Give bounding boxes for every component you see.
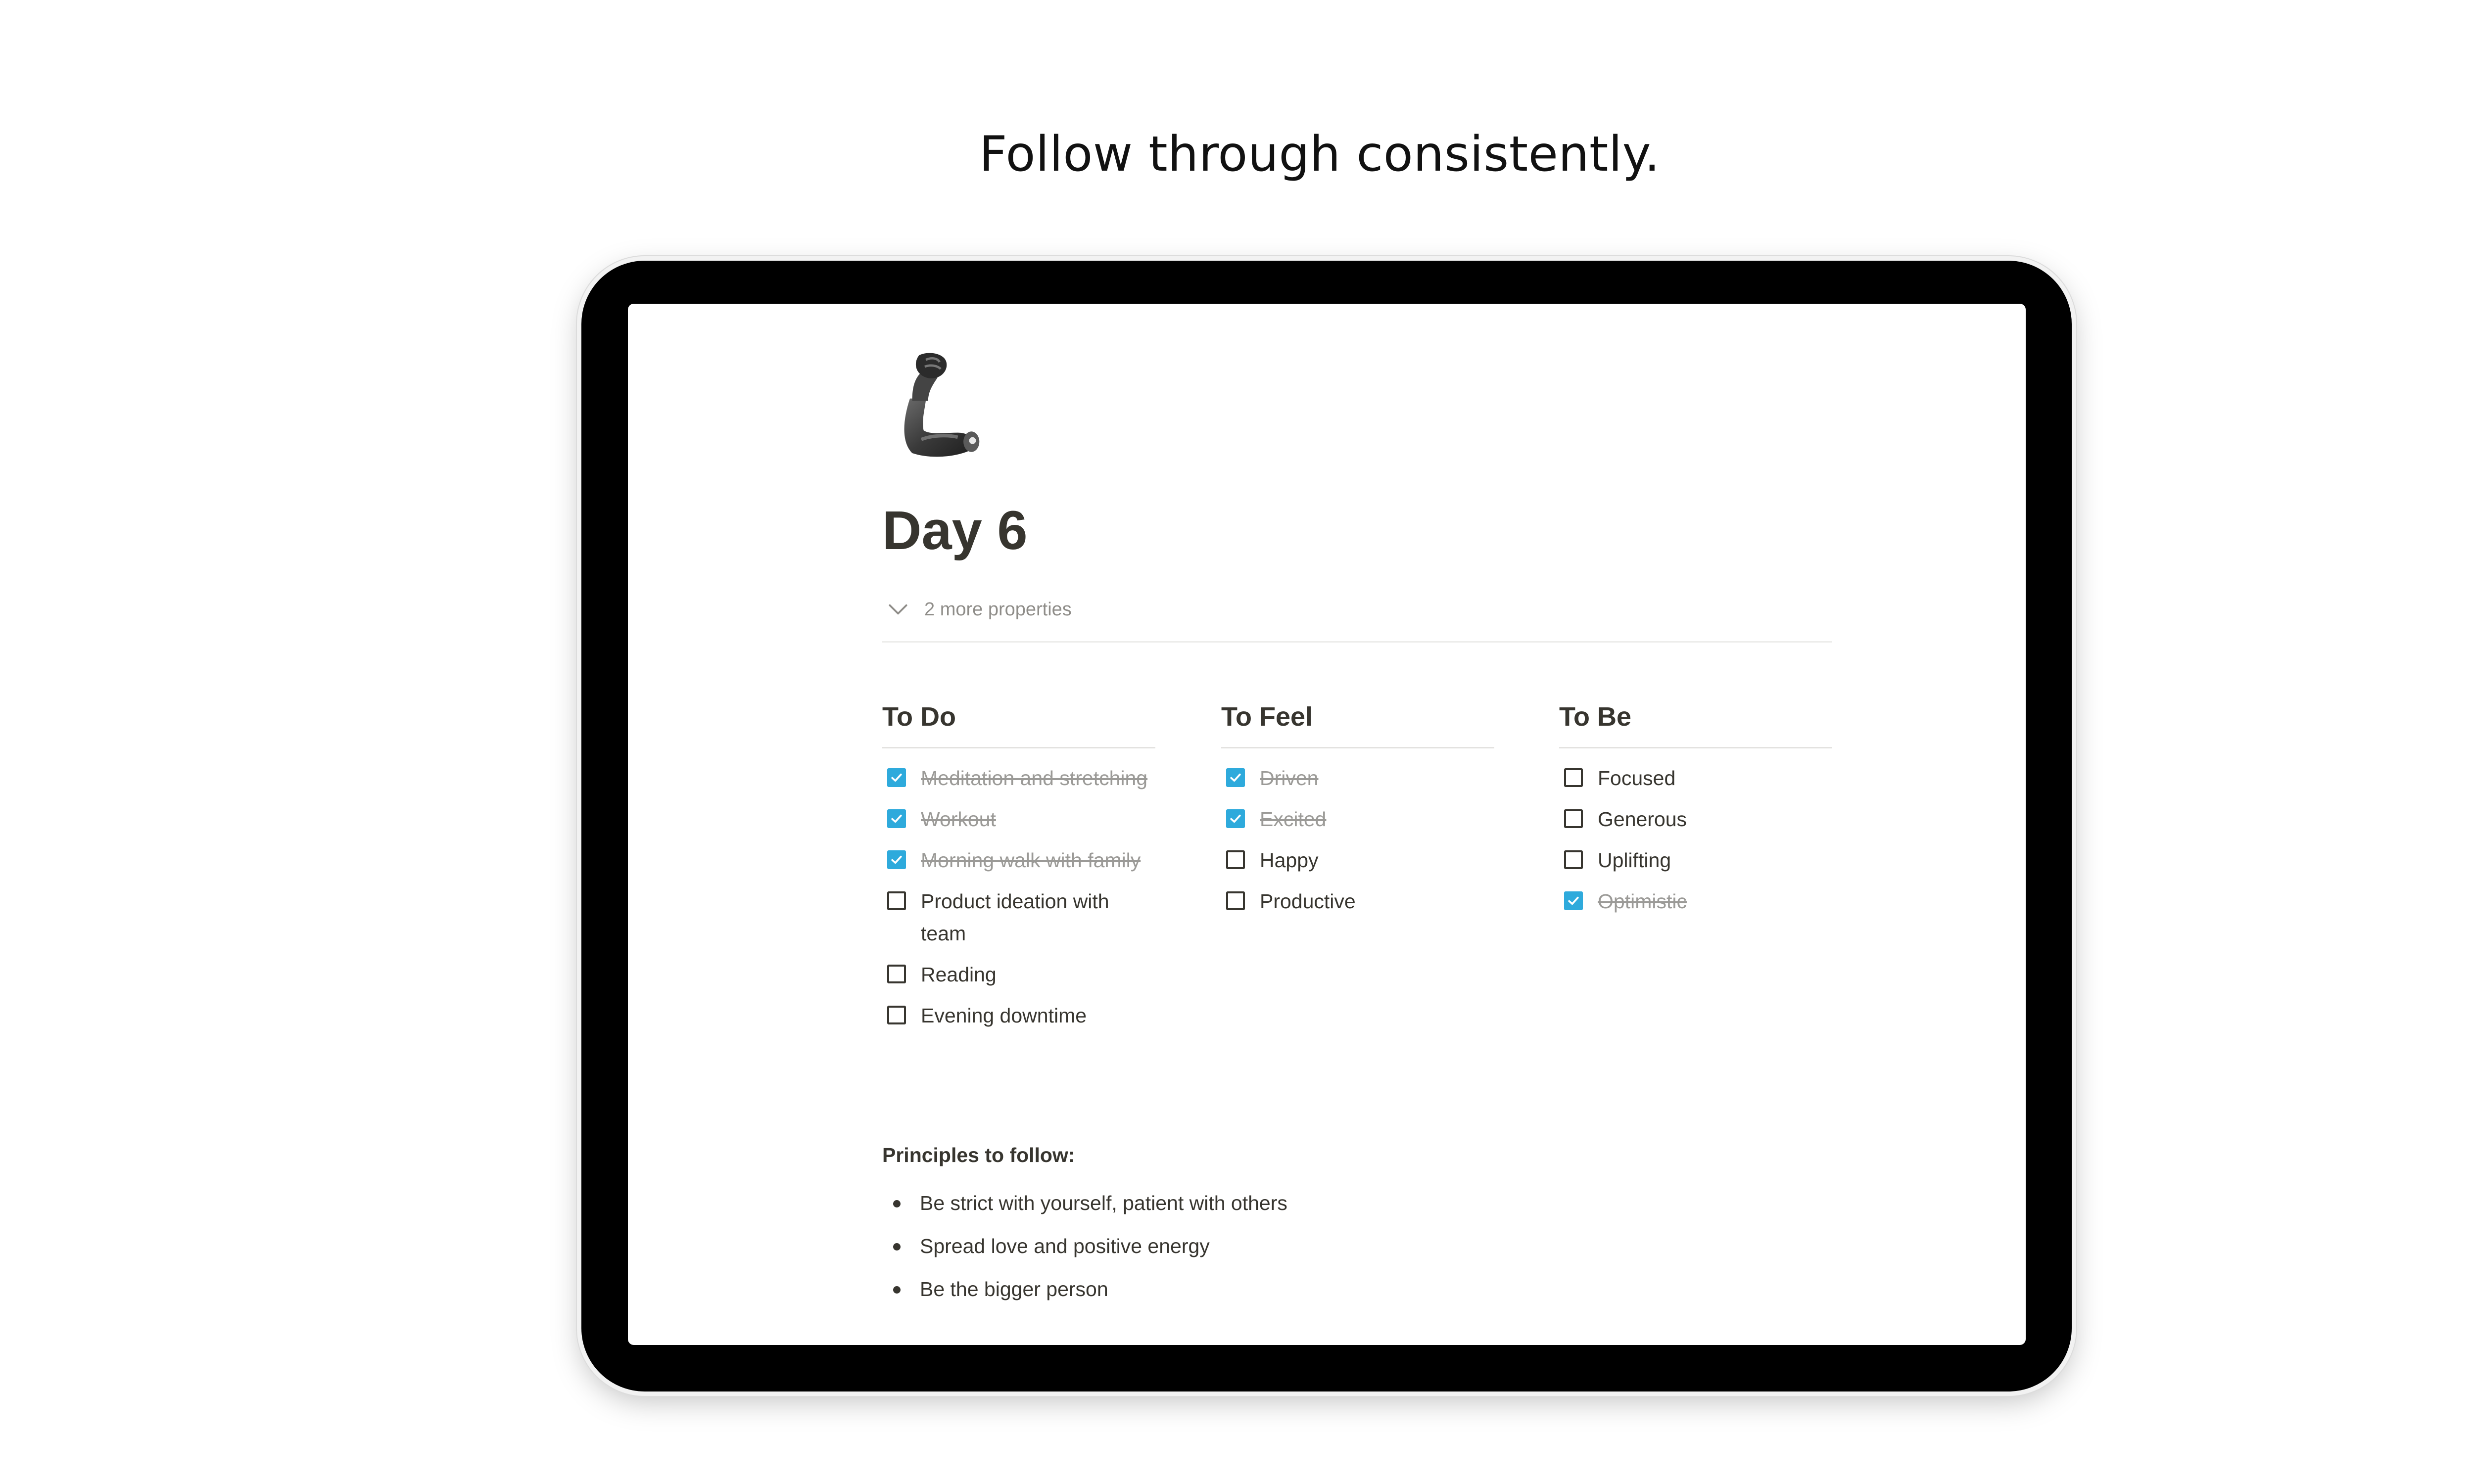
notion-page — [628, 304, 2026, 1345]
list-item[interactable] — [882, 1225, 1287, 1268]
todo-checkbox[interactable] — [1226, 891, 1245, 910]
list-item-text: Spread love and positive energy — [920, 1235, 1210, 1257]
column-divider — [1559, 747, 1832, 748]
todo-item — [882, 840, 1155, 881]
column-to-be — [1559, 699, 1832, 923]
todo-item — [1559, 758, 1832, 799]
list-item-text: Be strict with yourself, patient with others — [920, 1192, 1287, 1214]
todo-label[interactable]: Generous — [1598, 808, 1687, 831]
todo-label[interactable]: Evening downtime — [921, 1004, 1087, 1027]
checkmark-icon — [889, 852, 904, 867]
todo-checkbox[interactable] — [1564, 768, 1583, 787]
flexed-biceps-icon[interactable] — [887, 351, 1001, 464]
todo-label[interactable]: Excited — [1260, 808, 1327, 831]
todo-checkbox[interactable] — [1226, 768, 1245, 787]
checkmark-icon — [889, 811, 904, 826]
todo-checkbox[interactable] — [887, 965, 906, 983]
todo-item — [882, 996, 1155, 1037]
todo-item — [882, 758, 1155, 799]
todo-checkbox[interactable] — [1564, 891, 1583, 910]
todo-checkbox[interactable] — [887, 768, 906, 787]
todo-label[interactable]: Happy — [1260, 849, 1319, 872]
more-properties-toggle[interactable] — [886, 595, 1072, 624]
todo-label[interactable]: Uplifting — [1598, 849, 1671, 872]
todo-item — [1221, 881, 1494, 923]
todo-checkbox[interactable] — [887, 891, 906, 910]
headline: Follow through consistently. — [979, 126, 1660, 183]
todo-item — [1221, 840, 1494, 881]
todo-list — [1559, 758, 1832, 923]
todo-item — [1559, 840, 1832, 881]
column-to-feel — [1221, 699, 1494, 923]
todo-checkbox[interactable] — [1226, 850, 1245, 869]
column-to-do — [882, 699, 1155, 1037]
column-divider — [1221, 747, 1494, 748]
todo-label[interactable]: Morning walk with family — [921, 849, 1141, 872]
chevron-down-icon — [886, 597, 910, 622]
todo-item — [882, 799, 1155, 840]
todo-checkbox[interactable] — [1564, 809, 1583, 828]
checkmark-icon — [1566, 893, 1581, 908]
todo-checkbox[interactable] — [887, 850, 906, 869]
todo-item — [1221, 758, 1494, 799]
list-item-text: Be the bigger person — [920, 1278, 1108, 1300]
todo-list — [1221, 758, 1494, 923]
todo-label[interactable]: Focused — [1598, 767, 1676, 789]
column-title[interactable]: To Do — [882, 702, 956, 732]
list-item[interactable] — [882, 1268, 1287, 1311]
more-properties-label: 2 more properties — [924, 599, 1072, 620]
todo-item — [1221, 799, 1494, 840]
todo-checkbox[interactable] — [887, 809, 906, 828]
bullet-icon — [893, 1243, 901, 1251]
todo-label[interactable]: Workout — [921, 808, 996, 831]
todo-list — [882, 758, 1155, 1037]
todo-label[interactable]: Driven — [1260, 767, 1319, 789]
todo-label[interactable]: Productive — [1260, 890, 1356, 913]
todo-label[interactable]: Reading — [921, 963, 997, 986]
properties-divider — [882, 641, 1832, 643]
todo-item — [882, 881, 1155, 955]
todo-checkbox[interactable] — [887, 1006, 906, 1024]
column-title[interactable]: To Be — [1559, 702, 1631, 732]
column-divider — [882, 747, 1155, 748]
checkmark-icon — [1228, 770, 1243, 785]
todo-label[interactable]: Product ideation with team — [921, 890, 1109, 945]
bullet-icon — [893, 1200, 901, 1207]
bullet-icon — [893, 1286, 901, 1294]
list-item[interactable] — [882, 1182, 1287, 1225]
todo-item — [1559, 881, 1832, 923]
todo-label[interactable]: Meditation and stretching — [921, 767, 1148, 789]
checkmark-icon — [889, 770, 904, 785]
todo-checkbox[interactable] — [1564, 850, 1583, 869]
principles-heading[interactable]: Principles to follow: — [882, 1144, 1075, 1166]
principles-list — [882, 1182, 1287, 1311]
todo-item — [882, 955, 1155, 996]
checkmark-icon — [1228, 811, 1243, 826]
page-title[interactable]: Day 6 — [882, 500, 1028, 561]
tablet-screen — [628, 304, 2026, 1345]
todo-label[interactable]: Optimistic — [1598, 890, 1687, 913]
todo-checkbox[interactable] — [1226, 809, 1245, 828]
tablet-frame — [581, 261, 2072, 1391]
todo-item — [1559, 799, 1832, 840]
column-title[interactable]: To Feel — [1221, 702, 1313, 732]
